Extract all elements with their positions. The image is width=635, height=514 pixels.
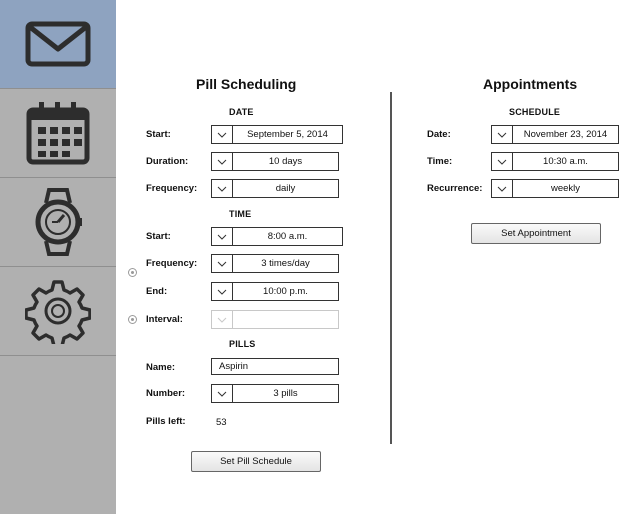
pills-left-value: 53 xyxy=(216,417,227,428)
start-date-value: September 5, 2014 xyxy=(233,125,343,144)
pills-section-heading: PILLS xyxy=(229,339,256,349)
start-date-label: Start: xyxy=(146,129,171,140)
appointments-title: Appointments xyxy=(483,76,578,92)
appointment-date-dropdown[interactable] xyxy=(491,125,619,144)
set-appointment-button[interactable]: Set Appointment xyxy=(471,223,601,244)
interval-mode-radio[interactable] xyxy=(128,315,137,324)
pill-number-value: 3 pills xyxy=(233,384,339,403)
chevron-down-icon[interactable] xyxy=(491,179,513,198)
frequency-dropdown[interactable] xyxy=(211,179,339,198)
recurrence-value: weekly xyxy=(513,179,619,198)
start-time-label: Start: xyxy=(146,231,171,242)
end-time-label: End: xyxy=(146,286,168,297)
interval-dropdown[interactable] xyxy=(211,310,339,329)
appointment-time-dropdown[interactable] xyxy=(491,152,619,171)
duration-label: Duration: xyxy=(146,156,189,167)
time-section-heading: TIME xyxy=(229,209,252,219)
watch-icon xyxy=(33,187,83,257)
times-per-day-value: 3 times/day xyxy=(233,254,339,273)
chevron-down-icon[interactable] xyxy=(211,152,233,171)
pill-scheduling-title: Pill Scheduling xyxy=(196,76,297,92)
start-date-dropdown[interactable] xyxy=(211,125,343,144)
times-per-day-dropdown[interactable] xyxy=(211,254,339,273)
appointment-time-label: Time: xyxy=(427,156,453,167)
pill-number-label: Number: xyxy=(146,388,186,399)
interval-label: Interval: xyxy=(146,314,183,325)
chevron-down-icon[interactable] xyxy=(211,179,233,198)
chevron-down-icon[interactable] xyxy=(211,125,233,144)
schedule-section-heading: SCHEDULE xyxy=(509,107,561,117)
date-section-heading: DATE xyxy=(229,107,254,117)
start-time-value: 8:00 a.m. xyxy=(233,227,343,246)
end-time-dropdown[interactable] xyxy=(211,282,339,301)
sidebar-item-messages[interactable] xyxy=(0,0,116,89)
panel-divider xyxy=(390,92,392,444)
envelope-icon xyxy=(25,21,91,67)
frequency-value: daily xyxy=(233,179,339,198)
start-time-dropdown[interactable] xyxy=(211,227,343,246)
chevron-down-icon[interactable] xyxy=(491,152,513,171)
chevron-down-icon[interactable] xyxy=(491,125,513,144)
set-pill-schedule-button[interactable]: Set Pill Schedule xyxy=(191,451,321,472)
sidebar-nav xyxy=(0,0,116,514)
gear-icon xyxy=(25,278,91,344)
appointment-date-label: Date: xyxy=(427,129,451,140)
pill-number-dropdown[interactable] xyxy=(211,384,339,403)
sidebar-item-settings[interactable] xyxy=(0,267,116,356)
chevron-down-icon[interactable] xyxy=(211,227,233,246)
chevron-down-icon[interactable] xyxy=(211,310,233,329)
chevron-down-icon[interactable] xyxy=(211,282,233,301)
pill-name-field[interactable]: Aspirin xyxy=(211,358,339,375)
recurrence-dropdown[interactable] xyxy=(491,179,619,198)
chevron-down-icon[interactable] xyxy=(211,254,233,273)
appointment-date-value: November 23, 2014 xyxy=(513,125,619,144)
duration-dropdown[interactable] xyxy=(211,152,339,171)
interval-value xyxy=(233,310,339,329)
duration-value: 10 days xyxy=(233,152,339,171)
frequency-label: Frequency: xyxy=(146,183,198,194)
frequency-mode-radio[interactable] xyxy=(128,268,137,277)
appointment-time-value: 10:30 a.m. xyxy=(513,152,619,171)
pills-left-label: Pills left: xyxy=(146,416,186,427)
sidebar-item-pill-timer[interactable] xyxy=(0,178,116,267)
pill-name-label: Name: xyxy=(146,362,176,373)
sidebar-item-calendar[interactable] xyxy=(0,89,116,178)
recurrence-label: Recurrence: xyxy=(427,183,483,194)
times-per-day-label: Frequency: xyxy=(146,258,198,269)
end-time-value: 10:00 p.m. xyxy=(233,282,339,301)
calendar-icon xyxy=(25,100,91,166)
chevron-down-icon[interactable] xyxy=(211,384,233,403)
